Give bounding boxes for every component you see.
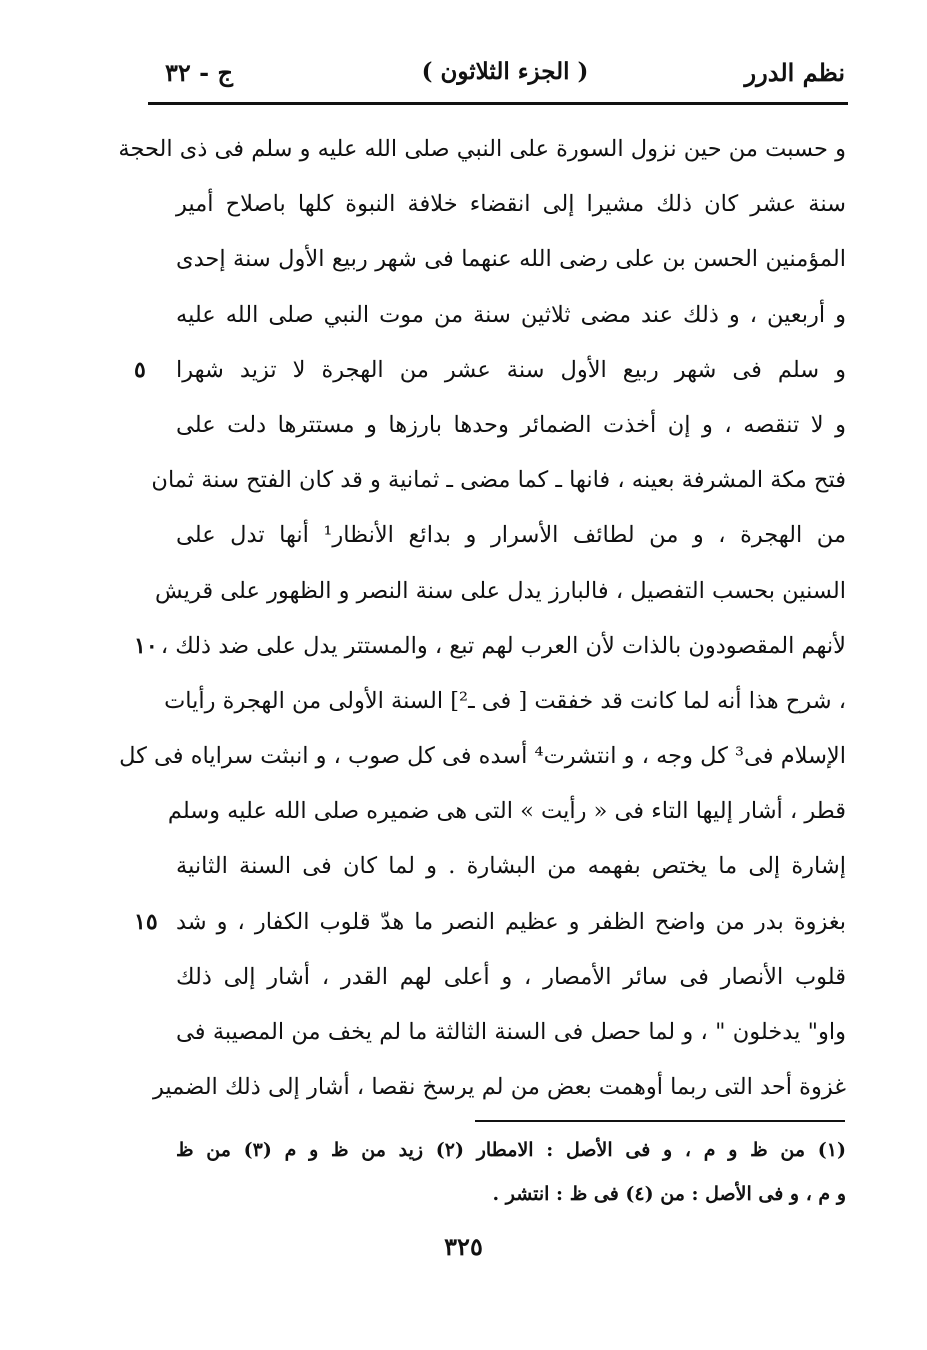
text-line: و لا تنقصه ، و إن أخذت الضمائر وحدها بارزها و مستترها دلت على: [176, 411, 846, 438]
text-line: من الهجرة ، و من لطائف الأسرار و بدائع الأنظار¹ أنها تدل على: [176, 522, 846, 549]
text-line: و حسبت من حين نزول السورة على النبي صلى الله عليه و سلم فى ذى الحجة: [118, 136, 846, 162]
footnote-rule: [475, 1120, 845, 1122]
text-line: و أربعين ، و ذلك عند مضى ثلاثين سنة من موت النبي صلى الله عليه: [176, 301, 846, 328]
text-line: بغزوة بدر من واضح الظفر و عظيم النصر ما هدّ قلوب الكفار ، و شد: [176, 908, 846, 935]
text-line: سنة عشر كان ذلك مشيرا إلى انقضاء خلافة النبوة كلها باصلاح أمير: [176, 191, 846, 218]
text-line: السنين بحسب التفصيل ، فالبارز يدل على سنة النصر و الظهور على قريش: [155, 577, 846, 604]
footnotes: [176, 1128, 846, 1216]
text-line: غزوة أحد التى ربما أوهمت بعض من لم يرسخ نقصا ، أشار إلى ذلك الضمير: [152, 1074, 846, 1101]
footnote-line: (١) من ظ و م ، و فى الأصل : الامطار (٢) زيد من ظ و م (٣) من ظ: [176, 1139, 846, 1161]
text-line: إشارة إلى ما يختص بفهمه من البشارة . و لما كان فى السنة الثانية: [176, 853, 846, 880]
text-line: المؤمنين الحسن بن على رضى الله عنهما فى شهر ربيع الأول سنة إحدى: [176, 246, 846, 273]
text-line: قطر ، أشار إليها التاء فى « رأيت » التى هى ضميره صلى الله عليه وسلم: [167, 798, 846, 825]
text-line: قلوب الأنصار فى سائر الأمصار ، و أعلى لهم القدر ، أشار إلى ذلك: [176, 963, 846, 990]
text-line: فتح مكة المشرفة بعينه ، فانها ـ كما مضى ـ ثمانية و قد كان الفتح سنة ثمان: [151, 467, 846, 494]
text-line-with-marker: [134, 619, 846, 674]
page-number: ٣٢٥: [444, 1232, 483, 1261]
book-title: نظم الدرر: [744, 58, 845, 87]
line-number-5: ٥: [134, 356, 146, 383]
volume-number: ج - ٣٢: [165, 58, 233, 87]
line-number-15: ١٥: [134, 908, 158, 935]
running-header: [165, 58, 845, 98]
text-line: الإسلام فى³ كل وجه ، و انتشرت⁴ أسده فى كل صوب ، و انبثت سراياه فى كل: [119, 743, 846, 770]
line-number-10: ١٠: [134, 632, 158, 659]
part-title: ( الجزء الثلاثون ): [421, 58, 589, 85]
main-text: [118, 122, 846, 1115]
header-rule: [148, 102, 848, 105]
text-line: و سلم فى شهر ربيع الأول سنة عشر من الهجرة لا تزيد شهرا: [176, 356, 846, 383]
text-line-with-marker: [134, 343, 846, 398]
footnote-line: و م ، و فى الأصل : من (٤) فى ظ : انتشر .: [492, 1183, 846, 1205]
text-line: لأنهم المقصودون بالذات لأن العرب لهم تبع ، والمستتر يدل على ضد ذلك ،: [160, 632, 846, 659]
text-line: ، شرح هذا أنه لما كانت قد خفقت [ فى ـ²] السنة الأولى من الهجرة رأيات: [164, 687, 846, 714]
text-line: واو" يدخلون " ، و لما حصل فى السنة الثالثة ما لم يخف من المصيبة فى: [176, 1019, 846, 1045]
text-line-with-marker: [134, 895, 846, 950]
